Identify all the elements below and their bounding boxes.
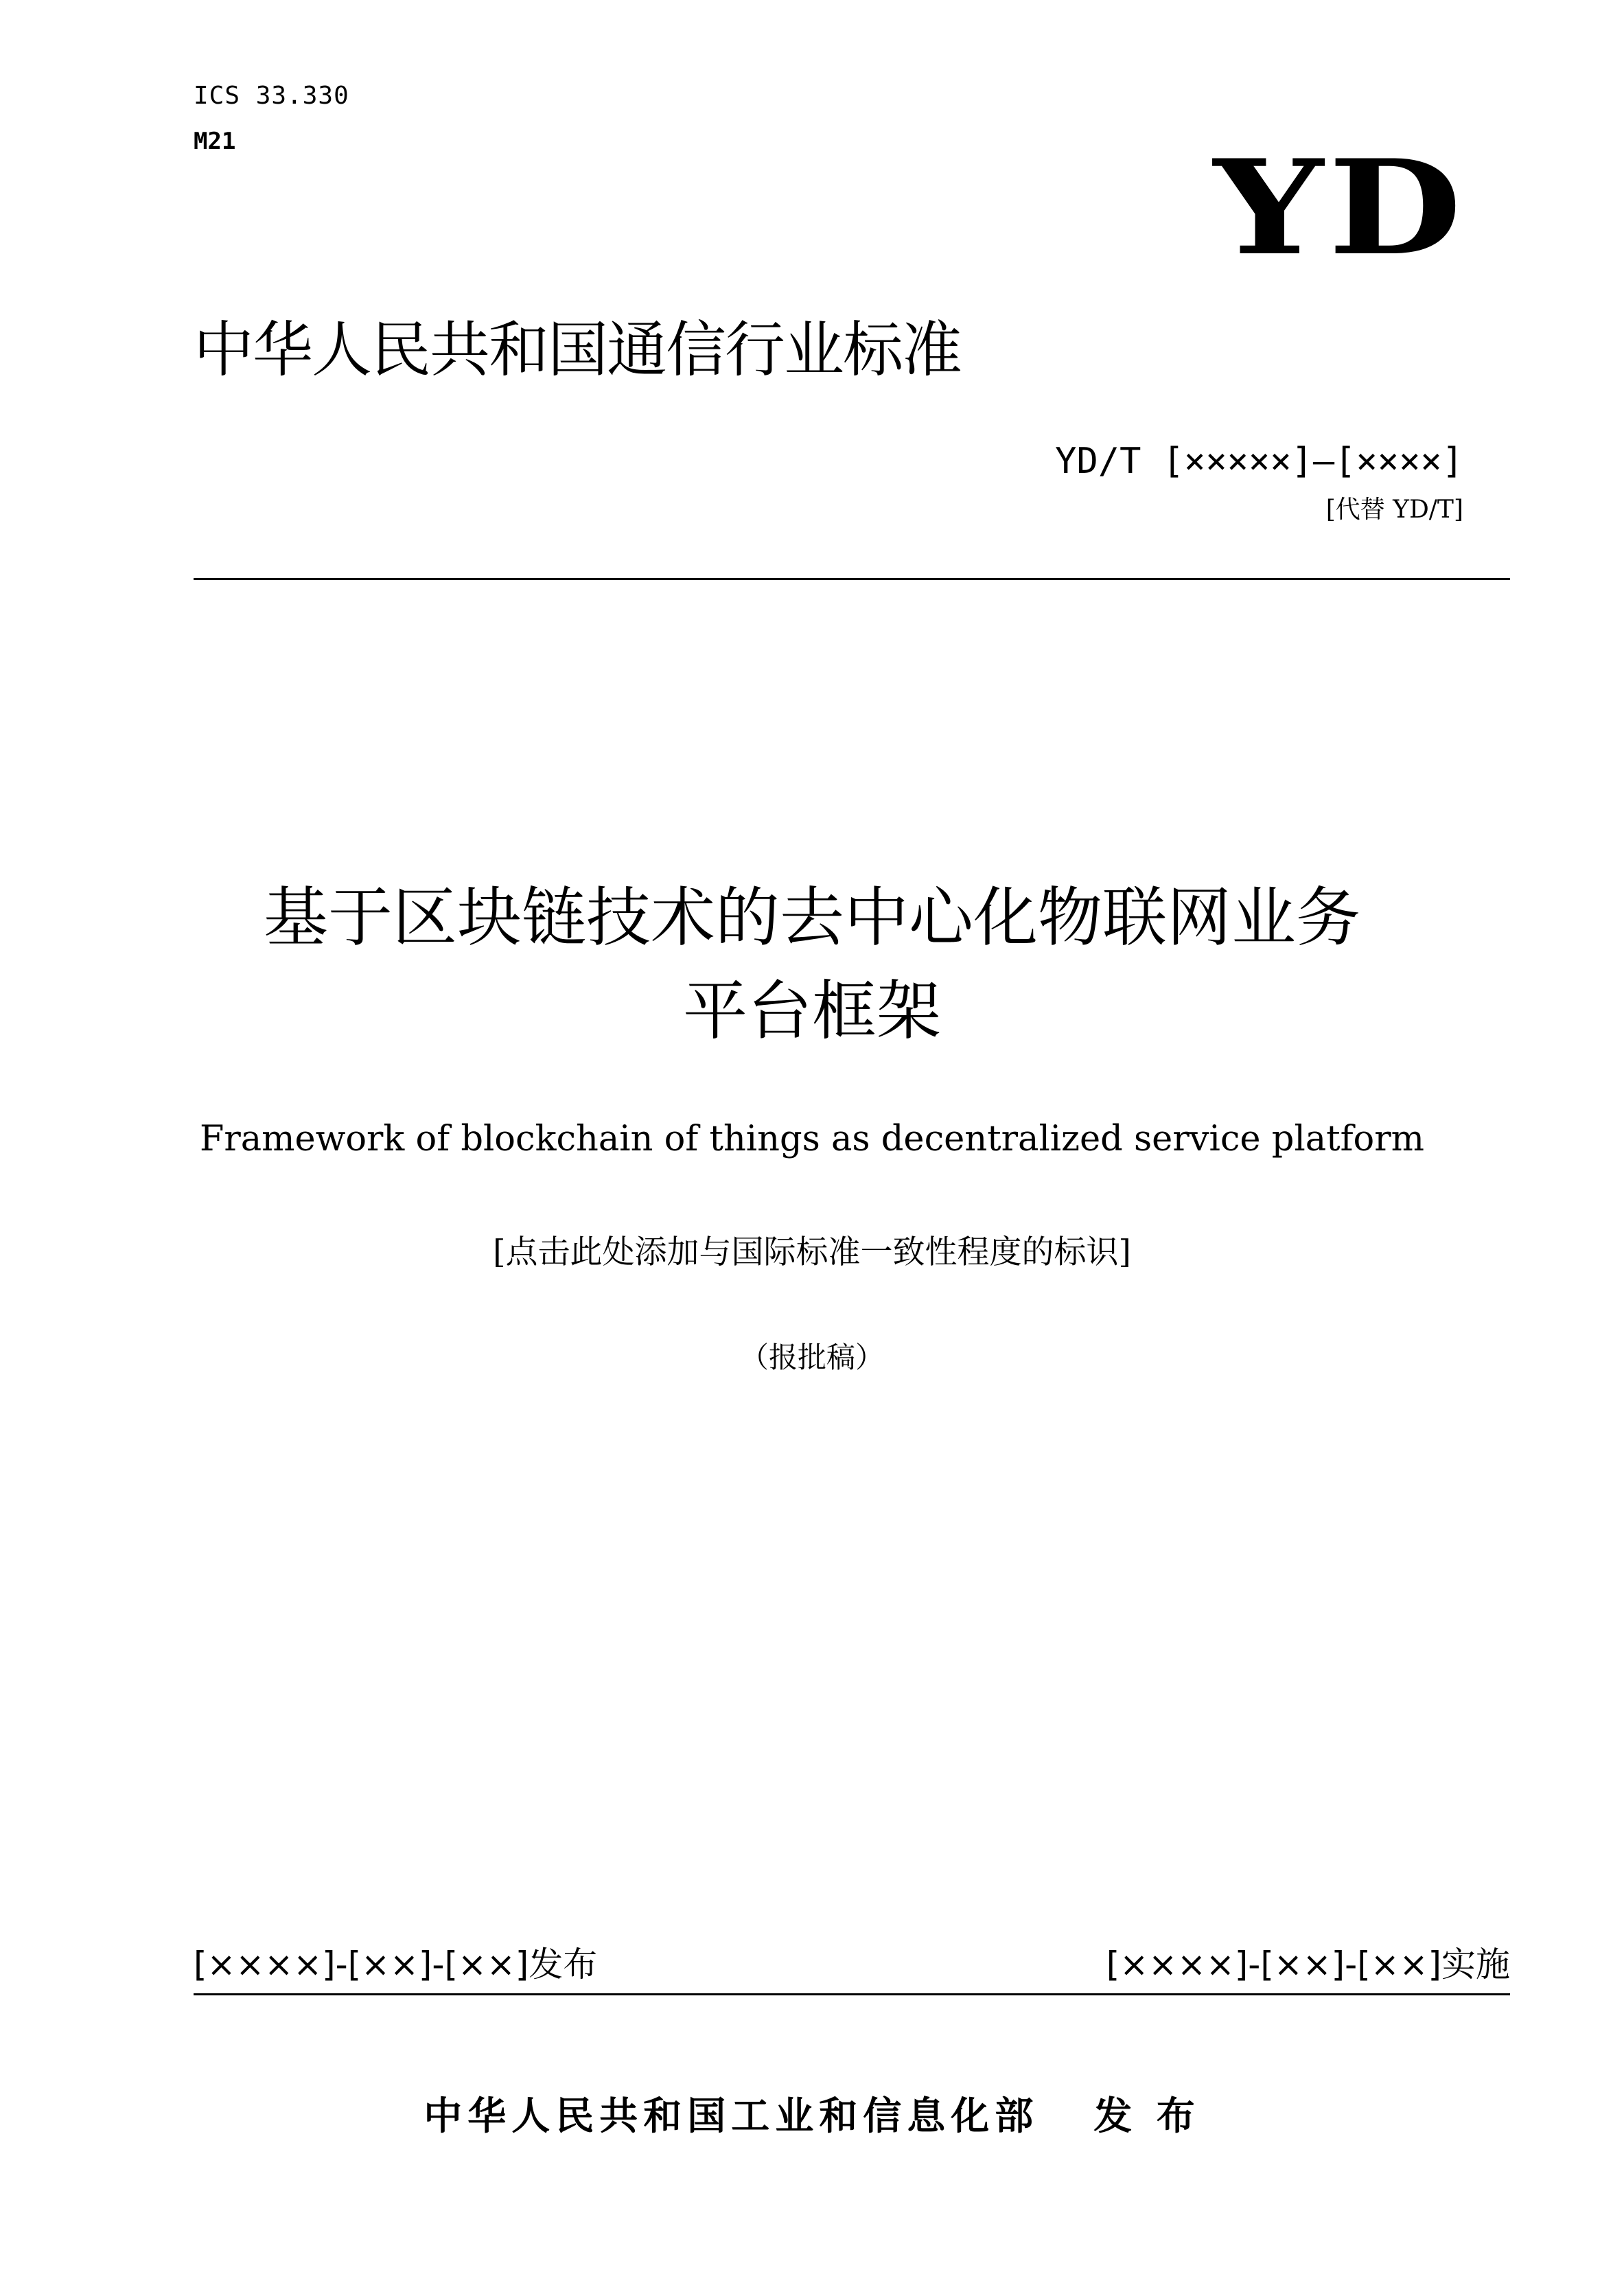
publish-action: 发 布 [1093, 2094, 1200, 2139]
implement-date: [××××]-[××]-[××]实施 [1106, 1945, 1510, 1984]
classification-code: M21 [194, 128, 236, 155]
draft-stage: （报批稿） [739, 1341, 884, 1374]
publisher-line [0, 2092, 1624, 2142]
title-line-2: 平台框架 [682, 974, 941, 1049]
publisher-name: 中华人民共和国工业和信息化部 [424, 2094, 1039, 2139]
standard-category: 中华人民共和国通信行业标准 [194, 314, 962, 385]
ics-code: ICS 33.330 [194, 82, 349, 110]
english-title: Framework of blockchain of things as decentralized service platform [199, 1119, 1424, 1159]
footer-divider [194, 1993, 1510, 1995]
publish-date: [××××]-[××]-[××]发布 [194, 1945, 598, 1984]
conformity-placeholder[interactable]: [点击此处添加与国际标准一致性程度的标识] [493, 1233, 1131, 1271]
standard-number: YD/T [×××××]—[××××] [1055, 441, 1463, 482]
title-line-1: 基于区块链技术的去中心化物联网业务 [263, 881, 1360, 955]
document-title [0, 872, 1624, 1058]
replaces-note: [代替 YD/T] [1325, 496, 1463, 524]
header-divider [194, 578, 1510, 580]
yd-logo: YD [1214, 131, 1467, 284]
